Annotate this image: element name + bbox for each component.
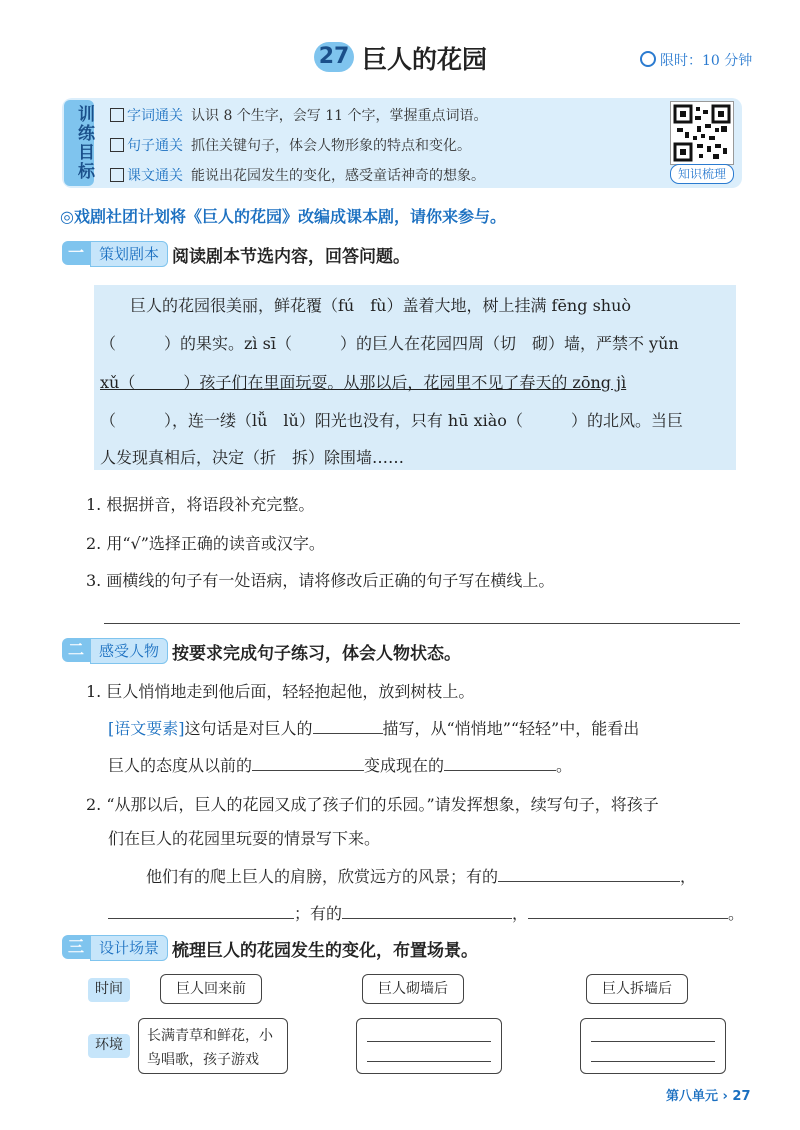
fill-blank[interactable]: [342, 904, 512, 919]
goal-item: [110, 105, 488, 125]
s2-q1-line1: [108, 716, 639, 739]
s2-q2-line1: 2. “从那以后，巨人的花园又成了孩子们的乐园。”请发挥想象，续写句子，将孩子: [86, 795, 659, 814]
section2-number: 二: [62, 638, 90, 662]
question-1: 1. 根据拼音，将语段补充完整。: [86, 495, 315, 514]
q1-text-d: 变成现在的: [364, 756, 445, 775]
section1-tag: 策划剧本: [90, 241, 168, 267]
checkbox-icon[interactable]: [110, 108, 124, 122]
s2-q2-line2: 们在巨人的花园里玩耍的情景写下来。: [108, 829, 381, 848]
qr-caption: 知识梳理: [670, 164, 734, 184]
clock-icon: [640, 51, 656, 67]
q2-text-d: ；有的: [294, 904, 343, 923]
fill-blank[interactable]: [313, 719, 383, 734]
goal-text: 认识 8 个生字，会写 11 个字，掌握重点词语。: [191, 108, 488, 124]
env-box-after-demolish[interactable]: [580, 1018, 726, 1074]
goal-name: 课文通关: [127, 168, 183, 184]
section3-number: 三: [62, 935, 90, 959]
question-2: 2. 用“√”选择正确的读音或汉字。: [86, 534, 325, 553]
goal-item: [110, 165, 485, 185]
env-box-before: [138, 1018, 288, 1074]
passage-line: 人发现真相后，决定（折 拆）除围墙……: [100, 448, 405, 467]
section1-number: 一: [62, 241, 90, 265]
question-3: 3. 画横线的句子有一处语病，请将修改后正确的句子写在横线上。: [86, 571, 555, 590]
fill-blank[interactable]: [528, 904, 728, 919]
passage-line: 巨人的花园很美丽，鲜花覆（fú fù）盖着大地，树上挂满 fēng shuò: [130, 296, 632, 315]
env-text: 长满青草和鲜花，小: [147, 1028, 273, 1044]
lesson-title: 巨人的花园: [362, 45, 488, 74]
row-label-environment: 环境: [88, 1034, 130, 1058]
s2-q2-line3: [146, 864, 696, 887]
fill-blank[interactable]: [498, 867, 680, 882]
goal-item: [110, 135, 471, 155]
passage-line: （ ）的果实。zì sī（ ）的巨人在花园四周（切 砌）墙，严禁不 yǔn: [100, 334, 679, 353]
activity-intro: ◎戏剧社团计划将《巨人的花园》改编成课本剧，请你来参与。: [60, 207, 506, 226]
answer-line[interactable]: [104, 623, 740, 624]
q1-text-b: 描写，从“悄悄地”“轻轻”中，能看出: [382, 719, 640, 738]
fill-blank[interactable]: [108, 904, 294, 919]
section1-title: 阅读剧本节选内容，回答问题。: [172, 247, 410, 267]
time-limit-label: 限时：10 分钟: [660, 53, 753, 69]
row-label-time: 时间: [88, 978, 130, 1002]
q1-text-e: 。: [556, 756, 573, 775]
section3-title: 梳理巨人的花园发生的变化，布置场景。: [172, 941, 478, 961]
answer-line[interactable]: [591, 1061, 715, 1062]
q1-text-c: 巨人的态度从以前的: [108, 756, 253, 775]
goal-text: 抓住关键句子，体会人物形象的特点和变化。: [191, 138, 471, 154]
s2-question-1: 1. 巨人悄悄地走到他后面，轻轻抱起他，放到树枝上。: [86, 682, 475, 701]
section2-title: 按要求完成句子练习，体会人物状态。: [172, 644, 461, 664]
training-goals-tag: 训练目标: [64, 100, 94, 186]
q1-text-a: 这句话是对巨人的: [184, 719, 313, 738]
section3-tag: 设计场景: [90, 935, 168, 961]
q2-comma: ，: [680, 867, 697, 886]
scene-after-demolish: 巨人拆墙后: [586, 974, 688, 1004]
q2-text-c: 他们有的爬上巨人的肩膀，欣赏远方的风景；有的: [146, 867, 499, 886]
q2-text-f: 。: [728, 904, 745, 923]
passage-line-underlined: xǔ（ ）孩子们在里面玩耍。从那以后，花园里不见了春天的 zōng jì: [100, 373, 627, 392]
answer-line[interactable]: [367, 1061, 491, 1062]
page-footer: 第八单元 › 27: [666, 1089, 751, 1104]
qr-code-icon[interactable]: [670, 101, 734, 165]
passage-line: （ ），连一缕（lǚ lǔ）阳光也没有，只有 hū xiào（ ）的北风。当巨: [100, 411, 683, 430]
checkbox-icon[interactable]: [110, 138, 124, 152]
time-limit: [640, 50, 752, 70]
fill-blank[interactable]: [444, 756, 556, 771]
fill-blank[interactable]: [252, 756, 364, 771]
language-element-tag: [语文要素]: [108, 719, 185, 738]
goal-name: 字词通关: [127, 108, 183, 124]
env-text: 鸟唱歌，孩子游戏: [147, 1052, 259, 1068]
scene-after-wall: 巨人砌墙后: [362, 974, 464, 1004]
goal-text: 能说出花园发生的变化，感受童话神奇的想象。: [191, 168, 485, 184]
checkbox-icon[interactable]: [110, 168, 124, 182]
lesson-number-badge: 27: [314, 42, 354, 72]
env-box-after-wall[interactable]: [356, 1018, 502, 1074]
scene-before-return: 巨人回来前: [160, 974, 262, 1004]
s2-q2-line4: [108, 901, 744, 924]
answer-line[interactable]: [591, 1041, 715, 1042]
goal-name: 句子通关: [127, 138, 183, 154]
section2-tag: 感受人物: [90, 638, 168, 664]
s2-q1-line2: [108, 753, 572, 776]
q2-text-e: ，: [512, 904, 529, 923]
answer-line[interactable]: [367, 1041, 491, 1042]
